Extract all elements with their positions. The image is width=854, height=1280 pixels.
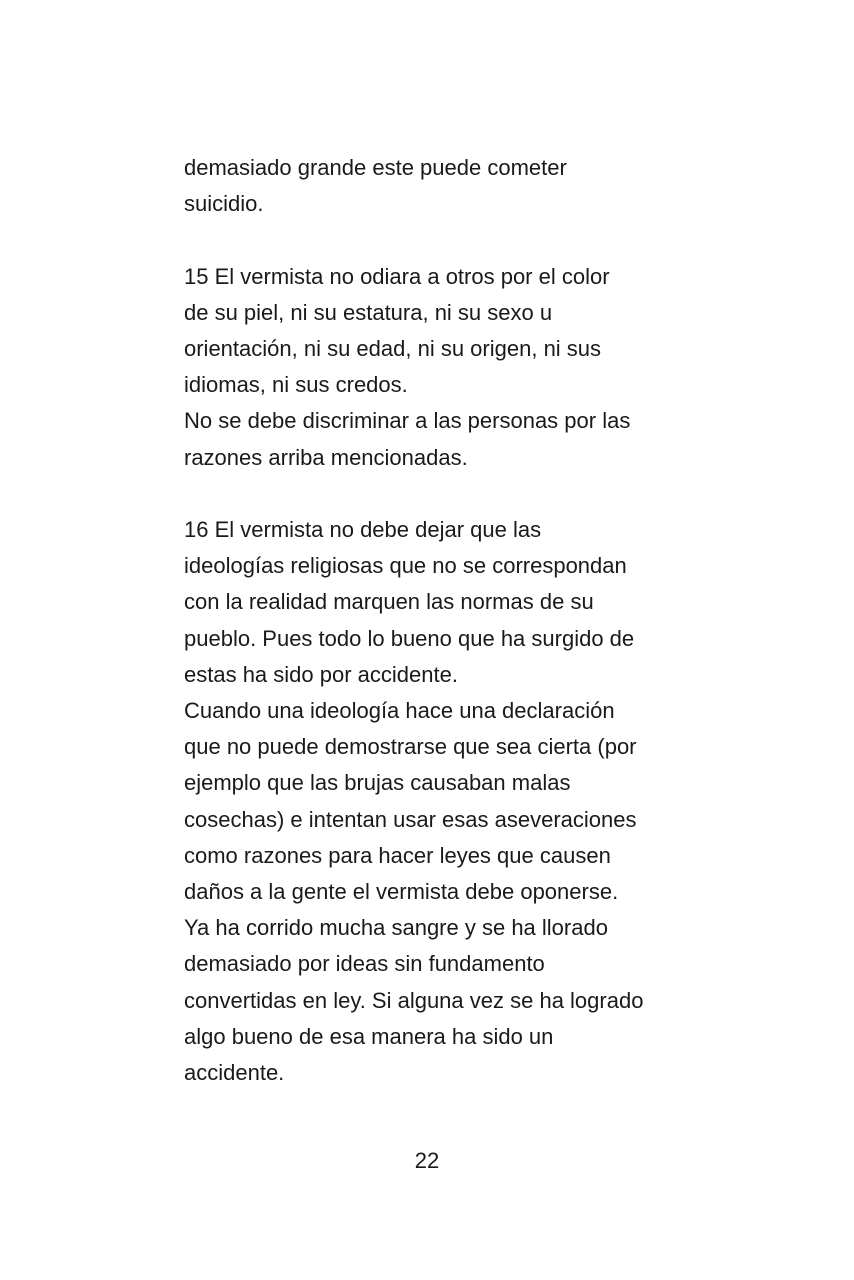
text-line: algo bueno de esa manera ha sido un — [184, 1023, 554, 1049]
text-line: como razones para hacer leyes que causen — [184, 842, 611, 868]
text-line: convertidas en ley. Si alguna vez se ha logrado — [184, 987, 644, 1013]
text-line: demasiado grande este puede cometer — [184, 155, 567, 180]
text-line: de su piel, ni su estatura, ni su sexo u — [184, 299, 553, 325]
text-line: Ya ha corrido mucha sangre y se ha llorado — [184, 915, 608, 941]
text-line: ejemplo que las brujas causaban malas — [184, 770, 571, 796]
text-line: 15 El vermista no odiara a otros por el color — [184, 263, 610, 289]
paragraph-continuation — [184, 150, 684, 222]
text-line: que no puede demostrarse que sea cierta (por — [184, 734, 637, 760]
text-line: suicidio. — [184, 191, 264, 217]
text-line: con la realidad marquen las normas de su — [184, 589, 594, 615]
text-line: ideologías religiosas que no se correspondan — [184, 553, 627, 579]
text-line: idiomas, ni sus credos. — [184, 372, 408, 398]
text-line: orientación, ni su edad, ni su origen, ni sus — [184, 336, 602, 361]
page-number: 22 — [414, 1148, 440, 1173]
text-line: razones arriba mencionadas. — [184, 444, 468, 470]
text-line: Cuando una ideología hace una declaración — [184, 698, 615, 724]
text-line: daños a la gente el vermista debe oponerse. — [184, 879, 619, 905]
paragraph-spacer — [184, 476, 684, 512]
paragraph-spacer — [184, 222, 684, 258]
text-line: estas ha sido por accidente. — [184, 661, 458, 687]
text-line: pueblo. Pues todo lo bueno que ha surgido de — [184, 625, 635, 651]
body-text — [184, 150, 684, 1091]
text-line: cosechas) e intentan usar esas aseveraciones — [184, 806, 637, 832]
paragraph-16 — [184, 512, 684, 1091]
text-line: demasiado por ideas sin fundamento — [184, 951, 545, 977]
paragraph-15 — [184, 259, 684, 476]
text-line: accidente. — [184, 1060, 285, 1086]
text-line: 16 El vermista no debe dejar que las — [184, 517, 542, 542]
text-line: No se debe discriminar a las personas por las — [184, 408, 631, 434]
